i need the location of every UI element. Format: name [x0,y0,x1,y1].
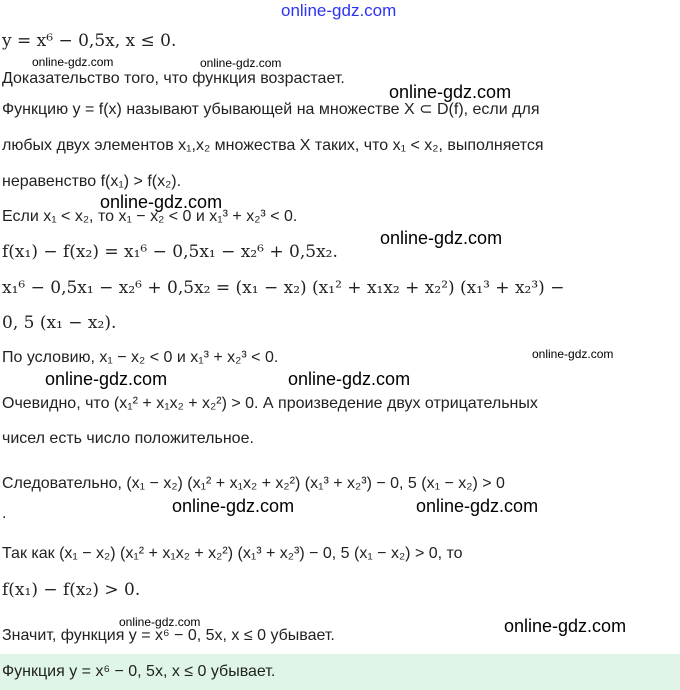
proof-heading: Доказательство того, что функция возрастает. [2,70,345,87]
watermark: online-gdz.com [45,369,168,389]
watermark: online-gdz.com [172,496,295,516]
assumption-line: Если x₁ < x₂, то x₁ − x₂ < 0 и x₁³ + x₂³ < 0. [2,208,298,225]
answer-text: Функция y = x⁶ − 0, 5x, x ≤ 0 убывает. [2,663,276,680]
product-line: чисел есть число положительное. [2,430,254,447]
header-watermark: online-gdz.com [281,1,397,20]
difference-equation: f(x₁) − f(x₂) = x₁⁶ − 0,5x₁ − x₂⁶ + 0,5x₂. [2,242,338,262]
factorization-line-2: 0, 5 (x₁ − x₂). [2,313,117,333]
watermark: online-gdz.com [119,615,201,629]
definition-line-1: Функцию y = f(x) называют убывающей на множестве X ⊂ D(f), если для [2,101,540,118]
therefore-dot: . [2,505,7,522]
definition-line-2: любых двух элементов x₁,x₂ множества X таких, что x₁ < x₂, выполняется [2,137,544,154]
conclusion-inequality: f(x₁) − f(x₂) > 0. [2,580,141,600]
watermark: online-gdz.com [380,228,503,248]
condition-line: По условию, x₁ − x₂ < 0 и x₁³ + x₂³ < 0. [2,349,279,366]
watermark: online-gdz.com [389,82,512,102]
therefore-line: Следовательно, (x₁ − x₂) (x₁² + x₁x₂ + x₂²) (x₁³ + x₂³) − 0, 5 (x₁ − x₂) > 0 [2,475,505,492]
answer-box [0,654,680,690]
definition-line-3: неравенство f(x₁) > f(x₂). [2,173,182,190]
watermark: online-gdz.com [32,55,114,69]
watermark: online-gdz.com [200,56,282,70]
watermark: online-gdz.com [100,192,223,212]
watermark: online-gdz.com [532,347,614,361]
conclusion-line: Значит, функция y = x⁶ − 0, 5x, x ≤ 0 убывает. [2,627,335,644]
function-definition: y = x⁶ − 0,5x, x ≤ 0. [2,31,177,51]
since-line: Так как (x₁ − x₂) (x₁² + x₁x₂ + x₂²) (x₁³ + x₂³) − 0, 5 (x₁ − x₂) > 0, то [2,545,463,562]
watermark: online-gdz.com [288,369,411,389]
watermark: online-gdz.com [416,496,539,516]
obviously-line: Очевидно, что (x₁² + x₁x₂ + x₂²) > 0. А произведение двух отрицательных [2,395,538,412]
factorization-line-1: x₁⁶ − 0,5x₁ − x₂⁶ + 0,5x₂ = (x₁ − x₂) (x₁² + x₁x₂ + x₂²) (x₁³ + x₂³) − [2,278,565,298]
watermark: online-gdz.com [504,616,627,636]
